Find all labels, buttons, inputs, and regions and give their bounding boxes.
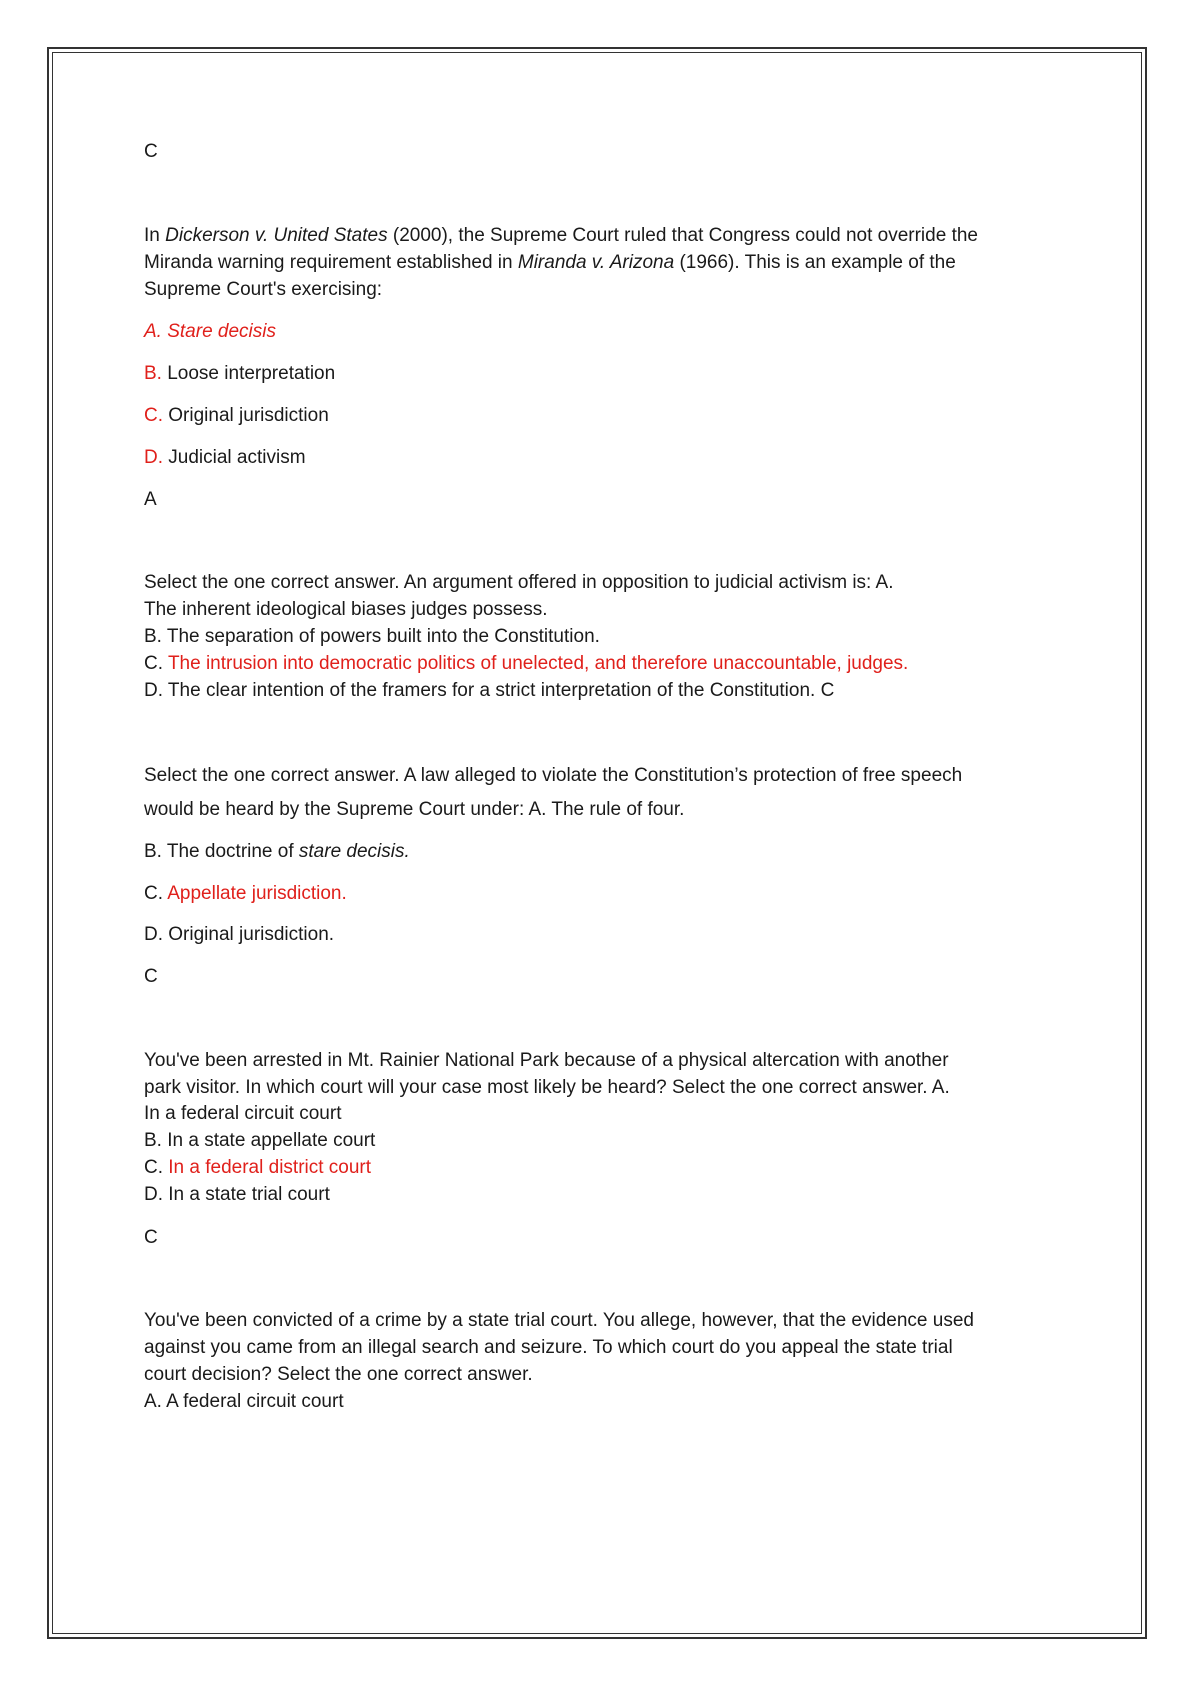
question-line: Supreme Court's exercising: xyxy=(144,279,383,300)
question-line: would be heard by the Supreme Court under: A. The rule of four. xyxy=(144,799,685,820)
question-line: Miranda warning requirement established in Miranda v. Arizona (1966). This is an example of the xyxy=(144,252,956,273)
option-b: B. The doctrine of stare decisis. xyxy=(144,841,410,862)
answer-label: C xyxy=(144,966,158,987)
question-line: park visitor. In which court will your case most likely be heard? Select the one correct answer. A. xyxy=(144,1077,950,1098)
question-line: court decision? Select the one correct answer. xyxy=(144,1364,533,1385)
question-line: Select the one correct answer. An argument offered in opposition to judicial activism is: A. xyxy=(144,572,894,593)
question-line: against you came from an illegal search and seizure. To which court do you appeal the state trial xyxy=(144,1337,953,1358)
question-line: The inherent ideological biases judges possess. xyxy=(144,599,548,620)
answer-label: C xyxy=(144,1227,158,1248)
answer-label: A xyxy=(144,489,157,510)
case-name: Miranda v. Arizona xyxy=(517,252,675,273)
option-d: D. In a state trial court xyxy=(144,1184,330,1205)
option-d: D. Original jurisdiction. xyxy=(144,924,335,945)
option-b: B. In a state appellate court xyxy=(144,1130,376,1151)
option-a: A. A federal circuit court xyxy=(144,1391,344,1412)
option-a: A. Stare decisis xyxy=(144,321,276,342)
option-a: In a federal circuit court xyxy=(144,1103,342,1124)
case-name: Dickerson v. United States xyxy=(165,225,388,246)
option-c: C. Appellate jurisdiction. xyxy=(144,883,347,904)
question-line: In Dickerson v. United States (2000), the Supreme Court ruled that Congress could not override the xyxy=(144,225,978,246)
option-c: C. The intrusion into democratic politics of unelected, and therefore unaccountable, judges. xyxy=(144,653,909,674)
option-c: C. Original jurisdiction xyxy=(144,405,329,426)
option-d: D. The clear intention of the framers for a strict interpretation of the Constitution. C xyxy=(144,680,835,701)
question-line: You've been convicted of a crime by a state trial court. You allege, however, that the evidence used xyxy=(144,1310,974,1331)
option-b: B. Loose interpretation xyxy=(144,363,336,384)
option-b: B. The separation of powers built into the Constitution. xyxy=(144,626,600,647)
option-d: D. Judicial activism xyxy=(144,447,306,468)
question-line: You've been arrested in Mt. Rainier National Park because of a physical altercation with another xyxy=(144,1050,949,1071)
answer-label: C xyxy=(144,141,158,162)
option-c: C. In a federal district court xyxy=(144,1157,372,1178)
question-line: Select the one correct answer. A law alleged to violate the Constitution’s protection of free speech xyxy=(144,765,963,786)
